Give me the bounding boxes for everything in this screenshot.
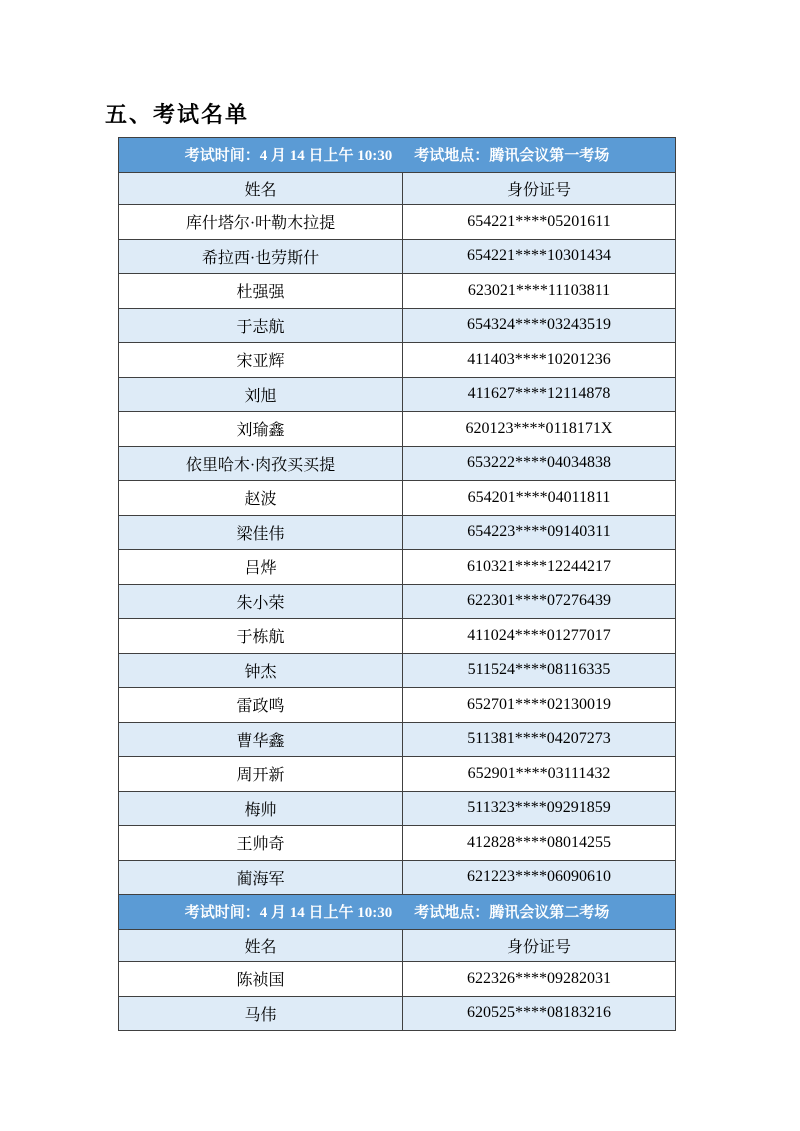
- table-row: [119, 653, 676, 688]
- id-cell: 412828****08014255: [403, 826, 676, 861]
- session-band-cell: [119, 895, 676, 930]
- table-row: [119, 343, 676, 378]
- table-row: [119, 205, 676, 240]
- name-cell: 蔺海军: [119, 860, 403, 895]
- session-band: [119, 138, 676, 173]
- id-cell: 411024****01277017: [403, 619, 676, 654]
- table-row: [119, 481, 676, 516]
- table-row: [119, 962, 676, 997]
- name-cell: 希拉西·也劳斯什: [119, 239, 403, 274]
- table-row: [119, 550, 676, 585]
- table-row: [119, 377, 676, 412]
- session-location: 考试地点：腾讯会议第一考场: [414, 148, 610, 165]
- session-band: [119, 895, 676, 930]
- name-cell: 王帅奇: [119, 826, 403, 861]
- table-row: [119, 239, 676, 274]
- id-cell: 621223****06090610: [403, 860, 676, 895]
- id-cell: 652901****03111432: [403, 757, 676, 792]
- id-cell: 654201****04011811: [403, 481, 676, 516]
- table-row: [119, 860, 676, 895]
- name-cell: 马伟: [119, 996, 403, 1031]
- table-row: [119, 757, 676, 792]
- session-band-cell: [119, 138, 676, 173]
- name-cell: 钟杰: [119, 653, 403, 688]
- session-time: 考试时间：4 月 14 日上午 10:30: [184, 905, 393, 922]
- session-location: 考试地点：腾讯会议第二考场: [414, 905, 610, 922]
- column-header-name: 姓名: [119, 172, 403, 205]
- exam-roster-table: [118, 137, 676, 1031]
- name-cell: 陈祯国: [119, 962, 403, 997]
- id-cell: 653222****04034838: [403, 446, 676, 481]
- column-header-id: 身份证号: [403, 172, 676, 205]
- session-time: 考试时间：4 月 14 日上午 10:30: [184, 148, 393, 165]
- column-header-row: [119, 172, 676, 205]
- table-row: [119, 274, 676, 309]
- id-cell: 654223****09140311: [403, 515, 676, 550]
- table-row: [119, 996, 676, 1031]
- id-cell: 610321****12244217: [403, 550, 676, 585]
- name-cell: 吕烨: [119, 550, 403, 585]
- id-cell: 411403****10201236: [403, 343, 676, 378]
- name-cell: 于栋航: [119, 619, 403, 654]
- table-row: [119, 722, 676, 757]
- name-cell: 库什塔尔·叶勒木拉提: [119, 205, 403, 240]
- table-row: [119, 412, 676, 447]
- name-cell: 刘瑜鑫: [119, 412, 403, 447]
- table-row: [119, 791, 676, 826]
- name-cell: 宋亚辉: [119, 343, 403, 378]
- id-cell: 623021****11103811: [403, 274, 676, 309]
- table-row: [119, 619, 676, 654]
- name-cell: 刘旭: [119, 377, 403, 412]
- id-cell: 511323****09291859: [403, 791, 676, 826]
- name-cell: 赵波: [119, 481, 403, 516]
- id-cell: 654221****10301434: [403, 239, 676, 274]
- column-header-name: 姓名: [119, 929, 403, 962]
- id-cell: 622326****09282031: [403, 962, 676, 997]
- table-row: [119, 446, 676, 481]
- table-row: [119, 826, 676, 861]
- table-row: [119, 308, 676, 343]
- id-cell: 654221****05201611: [403, 205, 676, 240]
- name-cell: 朱小荣: [119, 584, 403, 619]
- id-cell: 654324****03243519: [403, 308, 676, 343]
- table-row: [119, 584, 676, 619]
- name-cell: 于志航: [119, 308, 403, 343]
- name-cell: 曹华鑫: [119, 722, 403, 757]
- table-row: [119, 688, 676, 723]
- name-cell: 梁佳伟: [119, 515, 403, 550]
- id-cell: 511381****04207273: [403, 722, 676, 757]
- name-cell: 杜强强: [119, 274, 403, 309]
- id-cell: 411627****12114878: [403, 377, 676, 412]
- id-cell: 620525****08183216: [403, 996, 676, 1031]
- page-title: 五、考试名单: [105, 102, 250, 128]
- id-cell: 652701****02130019: [403, 688, 676, 723]
- column-header-row: [119, 929, 676, 962]
- id-cell: 622301****07276439: [403, 584, 676, 619]
- column-header-id: 身份证号: [403, 929, 676, 962]
- name-cell: 依里哈木·肉孜买买提: [119, 446, 403, 481]
- name-cell: 雷政鸣: [119, 688, 403, 723]
- table-row: [119, 515, 676, 550]
- name-cell: 周开新: [119, 757, 403, 792]
- name-cell: 梅帅: [119, 791, 403, 826]
- id-cell: 620123****0118171X: [403, 412, 676, 447]
- id-cell: 511524****08116335: [403, 653, 676, 688]
